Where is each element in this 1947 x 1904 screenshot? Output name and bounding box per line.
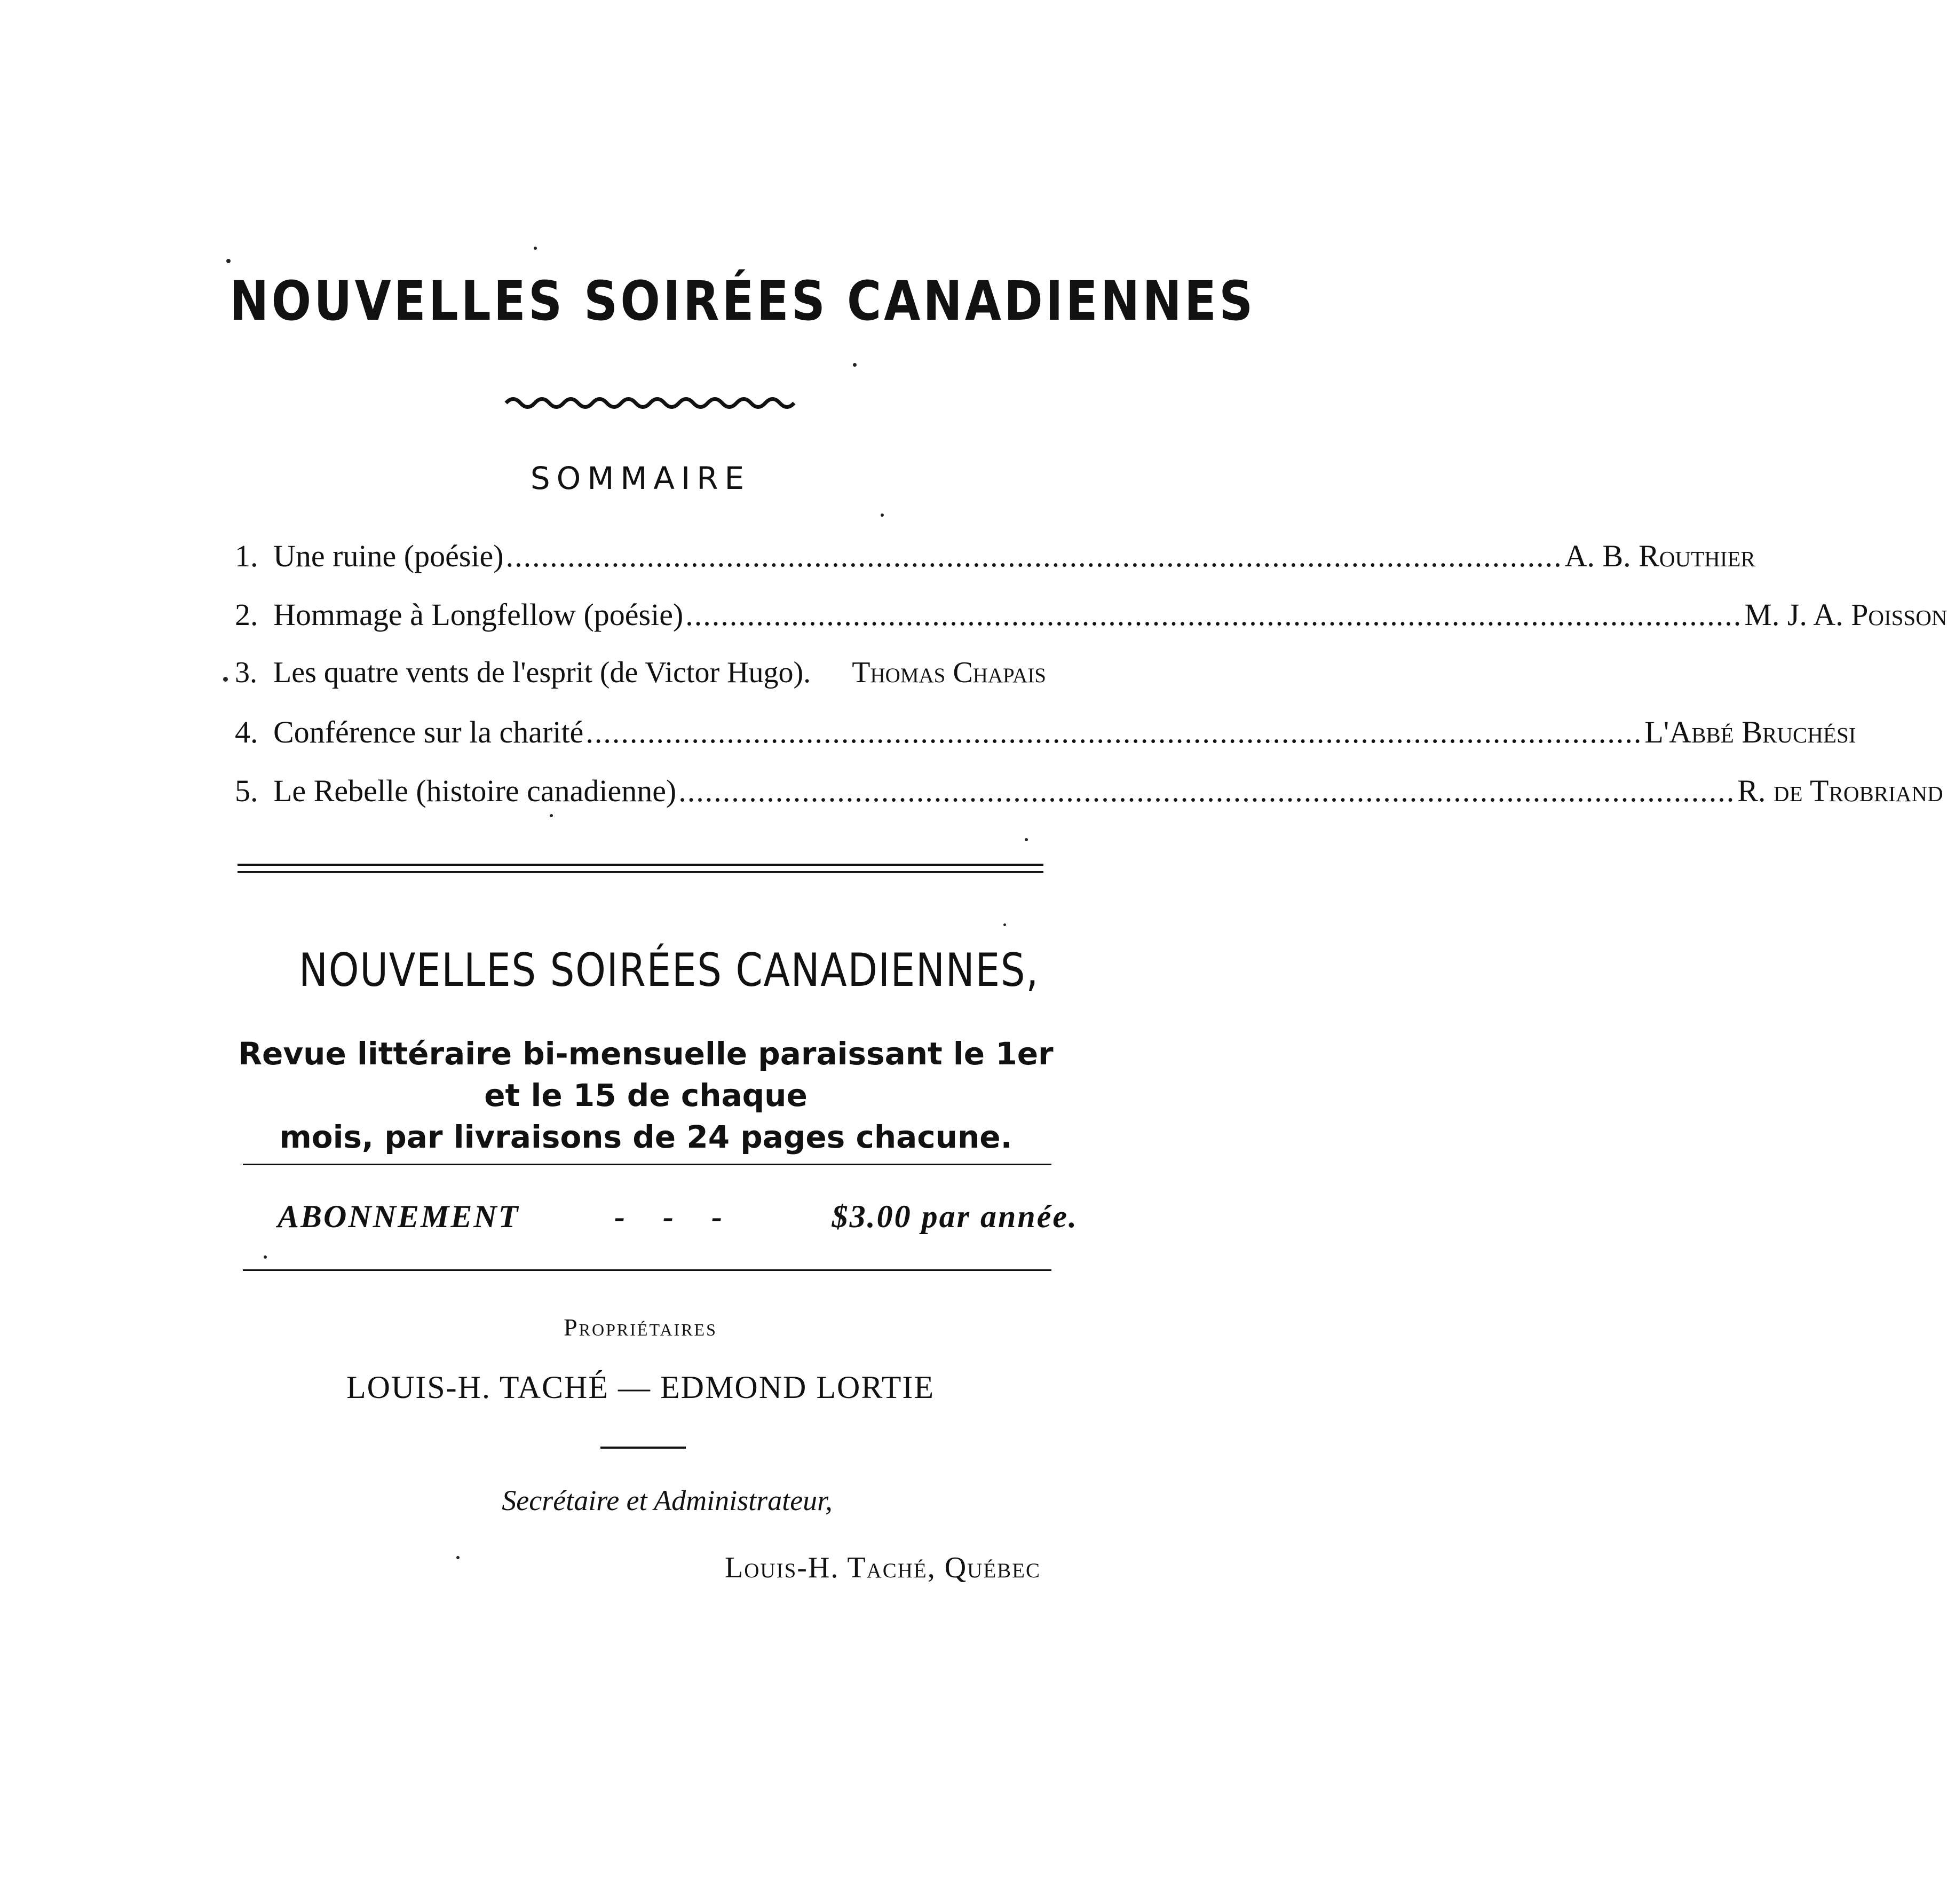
review-title: NOUVELLES SOIRÉES CANADIENNES, [299,944,1039,997]
contents-item-author: Thomas Chapais [852,656,1046,689]
contents-item-author: A. B. Routhier [1564,539,1755,573]
print-speck [1003,923,1006,926]
subscription-price: $3.00 par année. [832,1199,1078,1234]
contents-item-author: R. de Trobriand [1737,773,1943,808]
dot-leader: ........................................................................................................................ [678,773,1736,808]
secretary-name: Louis-H. Taché, Québec [725,1551,1041,1584]
print-speck [534,247,537,250]
print-speck [1025,838,1028,841]
contents-item [235,773,1943,816]
contents-item-number: 4. [235,715,258,749]
review-description-line: mois, par livraisons de 24 pages chacune. [279,1119,1012,1155]
contents-item-title: Les quatre vents de l'esprit (de Victor Hugo). [273,656,811,689]
dot-leader: ........................................................................................................................ [585,715,1643,749]
divider [238,871,1043,873]
dot-leader: ........................................................................................................................ [505,539,1563,573]
dot-leader: ........................................................................................................................ [685,597,1743,632]
review-description-line: Revue littéraire bi-mensuelle paraissant le 1er et le 15 de chaque [238,1036,1054,1113]
print-speck [456,1556,460,1559]
secretary-label: Secrétaire et Administrateur, [502,1484,833,1516]
contents-item-title: Conférence sur la charité [273,715,584,749]
print-speck [550,814,553,817]
contents-item [235,655,1046,698]
subscription-separator: - - - [614,1199,737,1234]
short-divider [600,1447,686,1449]
contents-item-number: 3. [235,656,257,689]
divider [243,1269,1051,1271]
contents-item-title: Le Rebelle (histoire canadienne) [273,773,677,808]
print-speck [223,677,228,682]
print-speck [264,1255,267,1259]
contents-heading: SOMMAIRE [530,460,751,496]
divider [238,864,1043,866]
print-speck [226,259,231,263]
print-speck [881,513,884,517]
decorative-wave-rule [506,395,794,411]
contents-item [235,538,1755,581]
owners-heading: Propriétaires [564,1314,717,1341]
contents-item-number: 5. [235,773,258,808]
contents-item [235,714,1856,757]
divider [243,1164,1051,1165]
contents-item-number: 2. [235,597,258,632]
contents-item-number: 1. [235,539,258,573]
contents-item-title: Une ruine (poésie) [273,539,504,573]
owners-names: LOUIS-H. TACHÉ — EDMOND LORTIE [346,1370,935,1405]
contents-item [235,597,1947,639]
contents-item-author: M. J. A. Poisson [1744,597,1947,632]
subscription-line [278,1198,1078,1235]
contents-item-author: L'Abbé Bruchési [1644,715,1856,749]
review-description [229,1033,1062,1158]
print-speck [853,363,857,367]
contents-item-title: Hommage à Longfellow (poésie) [273,597,684,632]
page-title: NOUVELLES SOIRÉES CANADIENNES [229,270,1256,333]
subscription-label: ABONNEMENT [278,1199,520,1234]
